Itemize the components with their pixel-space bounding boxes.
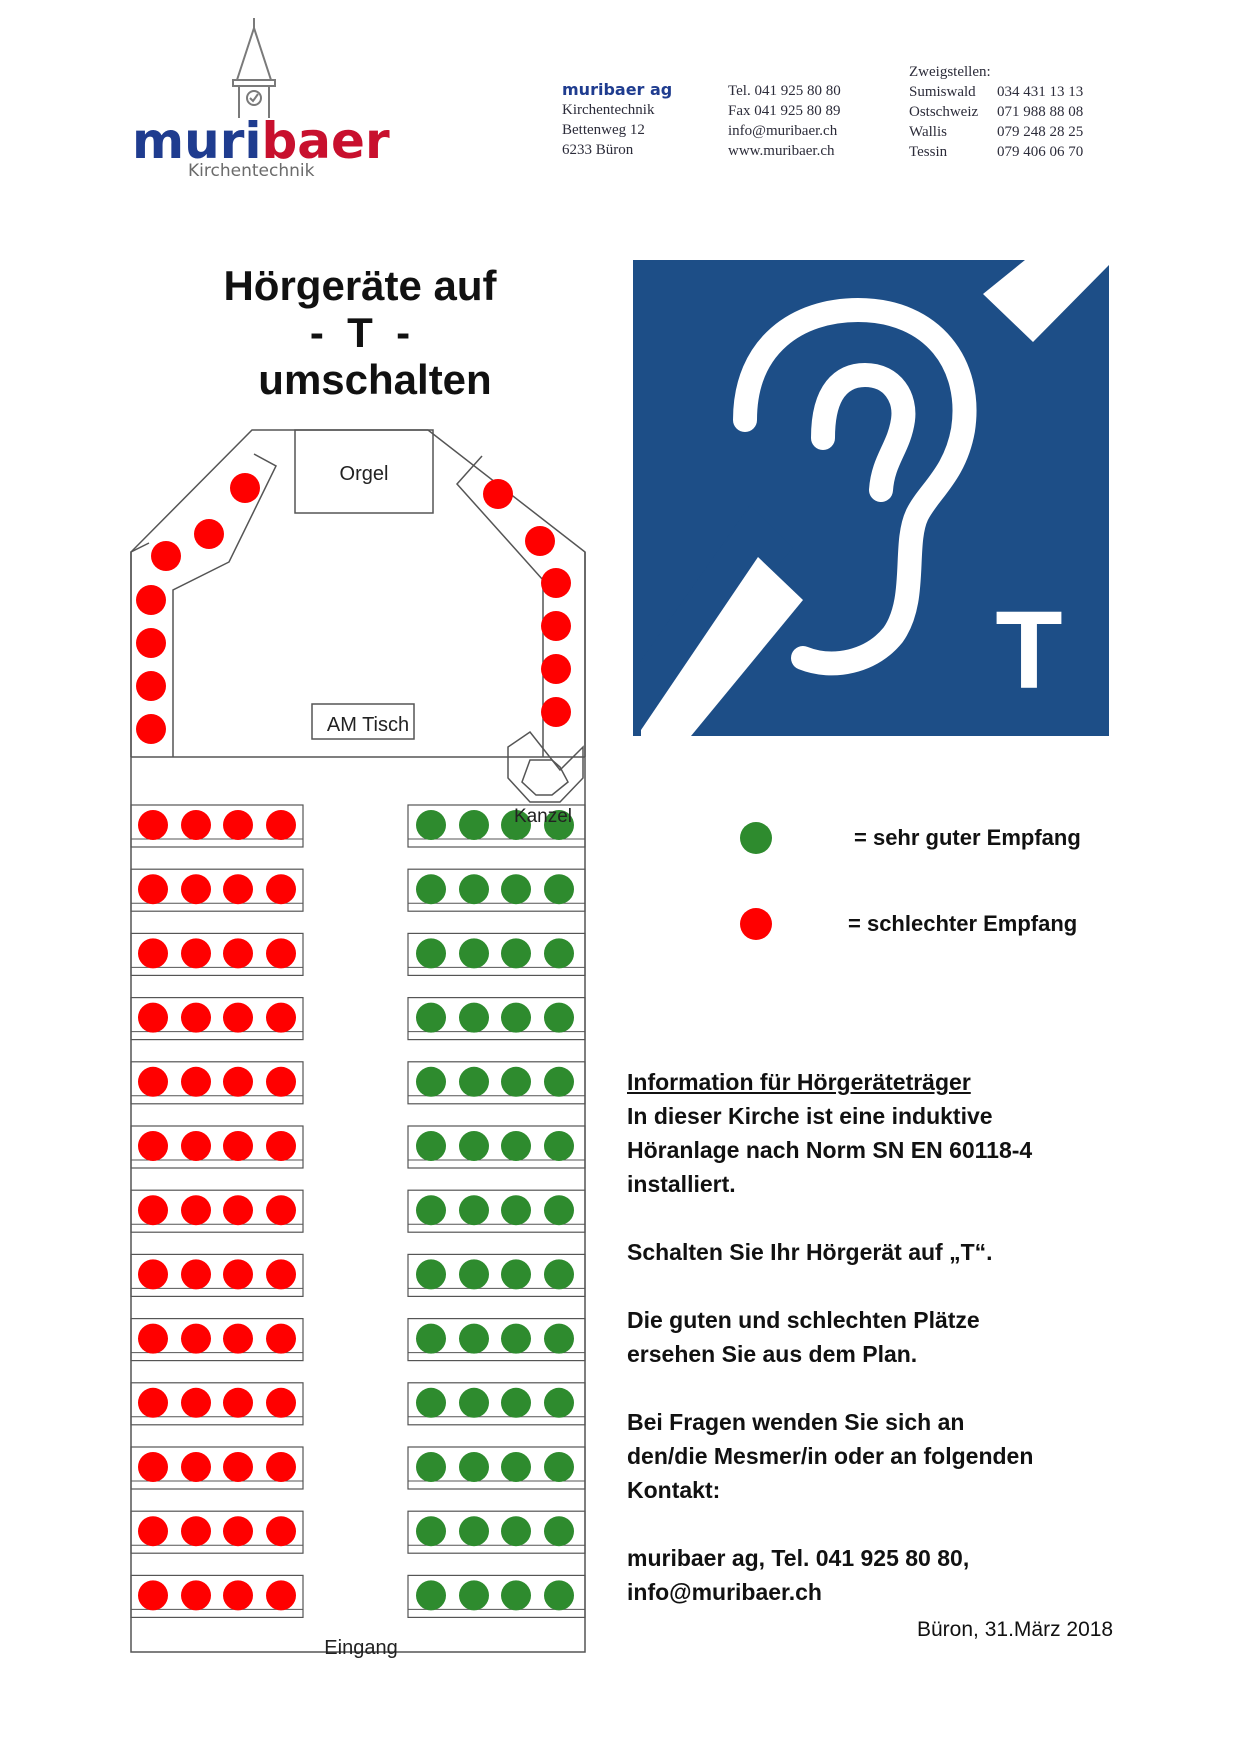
sign-letter: T [995, 589, 1063, 712]
seat-good [459, 874, 489, 904]
seat-poor [138, 1580, 168, 1610]
branch-row: Wallis 079 248 28 25 [909, 124, 1084, 140]
seat-poor [266, 1003, 296, 1033]
contact-fax: Fax 041 925 80 89 [728, 103, 841, 119]
seat-poor [266, 810, 296, 840]
seat-poor [266, 1131, 296, 1161]
logo-wordmark: muribaer [132, 112, 390, 170]
choir-seat-poor [541, 697, 571, 727]
info-heading: Information für Hörgeräteträger [627, 1069, 971, 1095]
seat-poor [181, 1067, 211, 1097]
seat-poor [181, 1003, 211, 1033]
branch-row: Ostschweiz 071 988 88 08 [909, 104, 1084, 120]
seat-good [416, 938, 446, 968]
info-text-line: ersehen Sie aus dem Plan. [627, 1341, 918, 1367]
organ-label: Orgel [339, 463, 389, 485]
seat-good [459, 938, 489, 968]
seat-good [459, 1324, 489, 1354]
hearing-loop-sign [633, 260, 1109, 736]
seat-good [416, 1259, 446, 1289]
seat-good [544, 1324, 574, 1354]
info-text [627, 1065, 1127, 1609]
seat-poor [223, 1452, 253, 1482]
choir-seat-poor [541, 654, 571, 684]
seat-poor [181, 1580, 211, 1610]
seat-poor [181, 1195, 211, 1225]
seat-poor [181, 1516, 211, 1546]
info-text-line: In dieser Kirche ist eine induktive [627, 1103, 993, 1129]
contact-phone: Tel. 041 925 80 80 [728, 83, 841, 99]
company-line: Bettenweg 12 [562, 122, 645, 138]
choir-seat-poor [136, 628, 166, 658]
info-text-line: Höranlage nach Norm SN EN 60118-4 [627, 1137, 1033, 1163]
seat-good [544, 1580, 574, 1610]
seat-poor [223, 1195, 253, 1225]
seat-poor [138, 1388, 168, 1418]
seat-poor [138, 1067, 168, 1097]
seat-poor [266, 1516, 296, 1546]
contact-website: www.muribaer.ch [728, 143, 835, 159]
choir-seat-poor [525, 526, 555, 556]
seat-good [544, 1131, 574, 1161]
seat-poor [181, 1259, 211, 1289]
branches-title: Zweigstellen: [909, 64, 991, 80]
branch-row: Tessin 079 406 06 70 [909, 144, 1084, 160]
info-text-line: Schalten Sie Ihr Hörgerät auf „T“. [627, 1239, 993, 1265]
seat-good [416, 874, 446, 904]
seat-good [544, 1067, 574, 1097]
seat-poor [223, 1580, 253, 1610]
seat-good [416, 810, 446, 840]
seat-good [501, 1003, 531, 1033]
choir-seat-poor [541, 568, 571, 598]
choir-seat-poor [483, 479, 513, 509]
pulpit-inner [522, 760, 568, 795]
seat-good [501, 1388, 531, 1418]
choir-seat-poor [136, 671, 166, 701]
seat-good [501, 1452, 531, 1482]
seat-good [459, 1388, 489, 1418]
seat-good [544, 938, 574, 968]
info-text-line: den/die Mesmer/in oder an folgenden [627, 1443, 1034, 1469]
seat-poor [266, 1195, 296, 1225]
info-text-line: Die guten und schlechten Plätze [627, 1307, 980, 1333]
seat-poor [266, 1452, 296, 1482]
choir-seat-poor [541, 611, 571, 641]
seat-good [416, 1516, 446, 1546]
ear-t-icon [633, 260, 1109, 736]
seat-good [544, 1195, 574, 1225]
am-table-label: AM Tisch [326, 714, 410, 736]
seat-poor [138, 1516, 168, 1546]
seat-poor [138, 1131, 168, 1161]
seat-poor [266, 1388, 296, 1418]
seat-good [459, 1003, 489, 1033]
choir-seat-poor [194, 519, 224, 549]
contact-line: muribaer ag, Tel. 041 925 80 80, [627, 1545, 970, 1571]
seat-poor [138, 1324, 168, 1354]
seat-good [416, 1131, 446, 1161]
seat-poor [223, 874, 253, 904]
seat-good [416, 1324, 446, 1354]
legend-poor-swatch [740, 908, 772, 940]
seat-poor [181, 1388, 211, 1418]
seat-poor [223, 1259, 253, 1289]
pulpit-outer [508, 732, 583, 802]
contact-email: info@muribaer.ch [627, 1579, 822, 1605]
seat-good [501, 1324, 531, 1354]
contact-email: info@muribaer.ch [728, 123, 838, 139]
seat-good [416, 1580, 446, 1610]
seat-poor [266, 1324, 296, 1354]
entrance-label: Eingang [324, 1637, 398, 1659]
seat-good [501, 938, 531, 968]
branches [909, 62, 1083, 162]
seat-poor [223, 1324, 253, 1354]
seat-poor [138, 1259, 168, 1289]
choir-seat-poor [151, 541, 181, 571]
title-line-1: Hörgeräte auf [223, 262, 497, 309]
seat-good [544, 1259, 574, 1289]
seat-good [459, 1516, 489, 1546]
seat-good [501, 1067, 531, 1097]
info-text-line: installiert. [627, 1171, 736, 1197]
legend-good-swatch [740, 822, 772, 854]
branch-row: Sumiswald 034 431 13 13 [909, 84, 1084, 100]
seat-poor [138, 1003, 168, 1033]
title-line-3: umschalten [258, 356, 492, 403]
logo-subtitle: Kirchentechnik [188, 161, 315, 181]
seat-poor [223, 1131, 253, 1161]
choir-seat-poor [230, 473, 260, 503]
seat-good [416, 1452, 446, 1482]
seat-good [501, 1580, 531, 1610]
seat-good [501, 1195, 531, 1225]
seat-poor [223, 1516, 253, 1546]
seat-good [416, 1067, 446, 1097]
choir-seat-poor [136, 585, 166, 615]
seat-good [416, 1003, 446, 1033]
seat-poor [181, 1131, 211, 1161]
seat-poor [266, 874, 296, 904]
seat-poor [181, 874, 211, 904]
seat-good [501, 1131, 531, 1161]
seat-good [416, 1195, 446, 1225]
seat-poor [223, 810, 253, 840]
seat-good [544, 874, 574, 904]
info-text-line: Bei Fragen wenden Sie sich an [627, 1409, 965, 1435]
seat-poor [138, 1452, 168, 1482]
seat-poor [266, 1580, 296, 1610]
seat-good [459, 1067, 489, 1097]
seat-good [501, 1516, 531, 1546]
company-contact [728, 81, 841, 161]
seat-good [459, 1580, 489, 1610]
seat-poor [223, 1388, 253, 1418]
seat-poor [223, 1067, 253, 1097]
pulpit-label: Kanzel [513, 806, 573, 827]
seat-poor [138, 810, 168, 840]
seat-good [459, 810, 489, 840]
seat-poor [181, 810, 211, 840]
seat-good [459, 1131, 489, 1161]
seating-plan [0, 0, 600, 1754]
seat-good [459, 1452, 489, 1482]
seat-poor [181, 1324, 211, 1354]
seat-good [501, 1259, 531, 1289]
seat-good [544, 1516, 574, 1546]
seat-poor [266, 938, 296, 968]
seat-good [459, 1259, 489, 1289]
seat-poor [223, 1003, 253, 1033]
choir-seat-poor [136, 714, 166, 744]
seat-poor [266, 1259, 296, 1289]
seat-poor [181, 1452, 211, 1482]
company-line: 6233 Büron [562, 142, 634, 158]
legend-good-label: = sehr guter Empfang [854, 825, 1081, 850]
seat-good [544, 1003, 574, 1033]
legend [740, 822, 1120, 962]
seat-poor [138, 1195, 168, 1225]
info-text-line: Kontakt: [627, 1477, 721, 1503]
place-date: Büron, 31.März 2018 [917, 1618, 1114, 1641]
seat-good [544, 1452, 574, 1482]
company-name: muribaer ag [562, 80, 673, 99]
seat-poor [138, 874, 168, 904]
seat-good [544, 1388, 574, 1418]
seat-poor [223, 938, 253, 968]
seat-poor [138, 938, 168, 968]
seat-poor [266, 1067, 296, 1097]
seat-good [501, 874, 531, 904]
seat-poor [181, 938, 211, 968]
legend-poor-label: = schlechter Empfang [848, 911, 1078, 936]
company-line: Kirchentechnik [562, 102, 655, 118]
seat-good [416, 1388, 446, 1418]
seat-good [459, 1195, 489, 1225]
title-line-2: - T - [309, 309, 411, 356]
